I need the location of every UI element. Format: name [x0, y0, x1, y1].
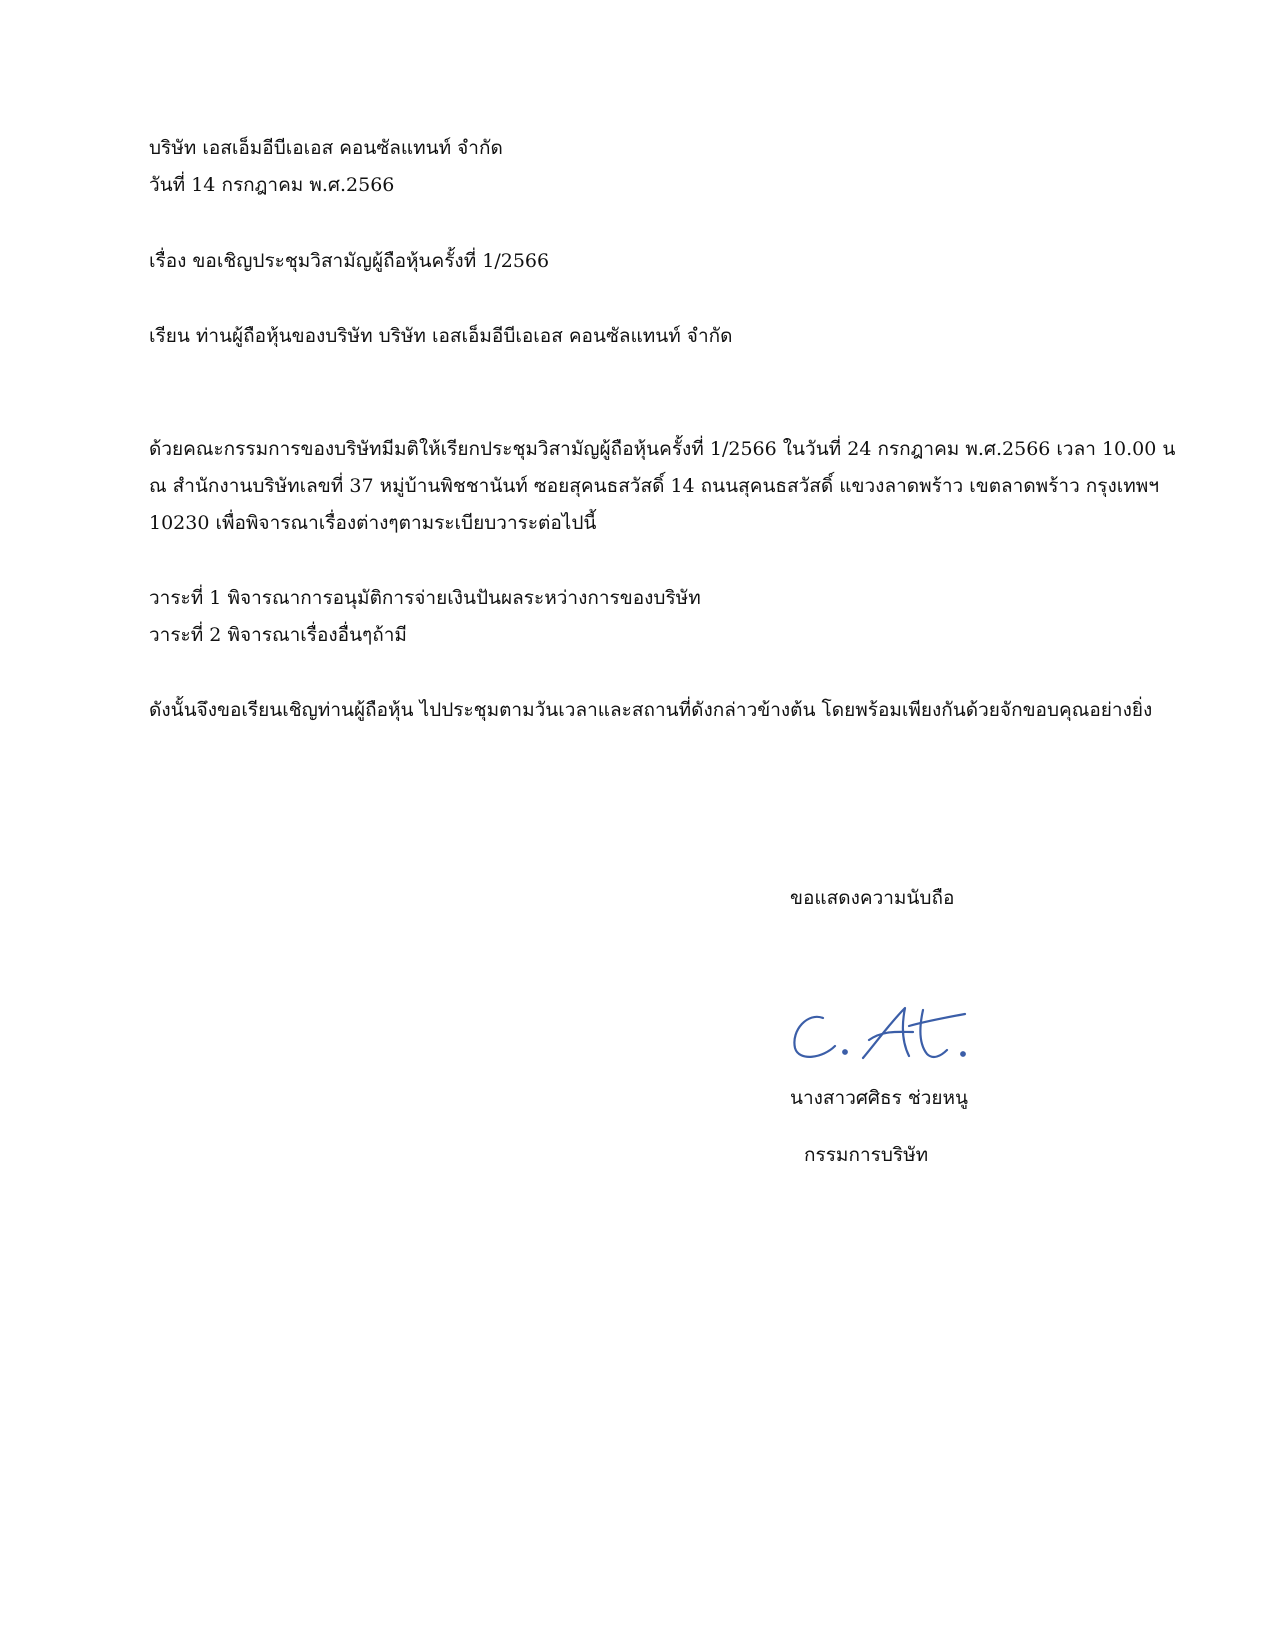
agenda-item: วาระที่ 2 พิจารณาเรื่องอื่นๆถ้ามี: [149, 624, 407, 646]
body-line: ณ สำนักงานบริษัทเลขที่ 37 หมู่บ้านพิชชานันท์ ซอยสุคนธสวัสดิ์ 14 ถนนสุคนธสวัสดิ์ แขวงลาดพร้าว เขตลาดพร้าว กรุงเทพฯ: [149, 475, 1159, 497]
letter-subject: เรื่อง ขอเชิญประชุมวิสามัญผู้ถือหุ้นครั้งที่ 1/2566: [149, 250, 550, 272]
closing-paragraph: ดังนั้นจึงขอเรียนเชิญท่านผู้ถือหุ้น ไปประชุมตามวันเวลาและสถานที่ดังกล่าวข้างต้น โดยพร้อมเพียงกันด้วยจักขอบคุณอย่างยิ่ง: [149, 699, 1153, 721]
company-name: บริษัท เอสเอ็มอีบีเอเอส คอนซัลแทนท์ จำกัด: [149, 137, 503, 159]
agenda-item: วาระที่ 1 พิจารณาการอนุมัติการจ่ายเงินปันผลระหว่างการของบริษัท: [149, 587, 701, 609]
body-line: ด้วยคณะกรรมการของบริษัทมีมติให้เรียกประชุมวิสามัญผู้ถือหุ้นครั้งที่ 1/2566 ในวันที่ 24 กรกฎาคม พ.ศ.2566 เวลา 10.00 น: [149, 438, 1176, 460]
signatory-position: กรรมการบริษัท: [804, 1144, 929, 1166]
letter-date: วันที่ 14 กรกฎาคม พ.ศ.2566: [149, 174, 395, 196]
body-line: 10230 เพื่อพิจารณาเรื่องต่างๆตามระเบียบวาระต่อไปนี้: [149, 512, 597, 534]
handwritten-signature: [783, 1000, 983, 1070]
signatory-name: นางสาวศศิธร ช่วยหนู: [790, 1087, 969, 1109]
salutation: ขอแสดงความนับถือ: [790, 887, 955, 909]
letter-addressee: เรียน ท่านผู้ถือหุ้นของบริษัท บริษัท เอสเอ็มอีบีเอเอส คอนซัลแทนท์ จำกัด: [149, 325, 733, 347]
